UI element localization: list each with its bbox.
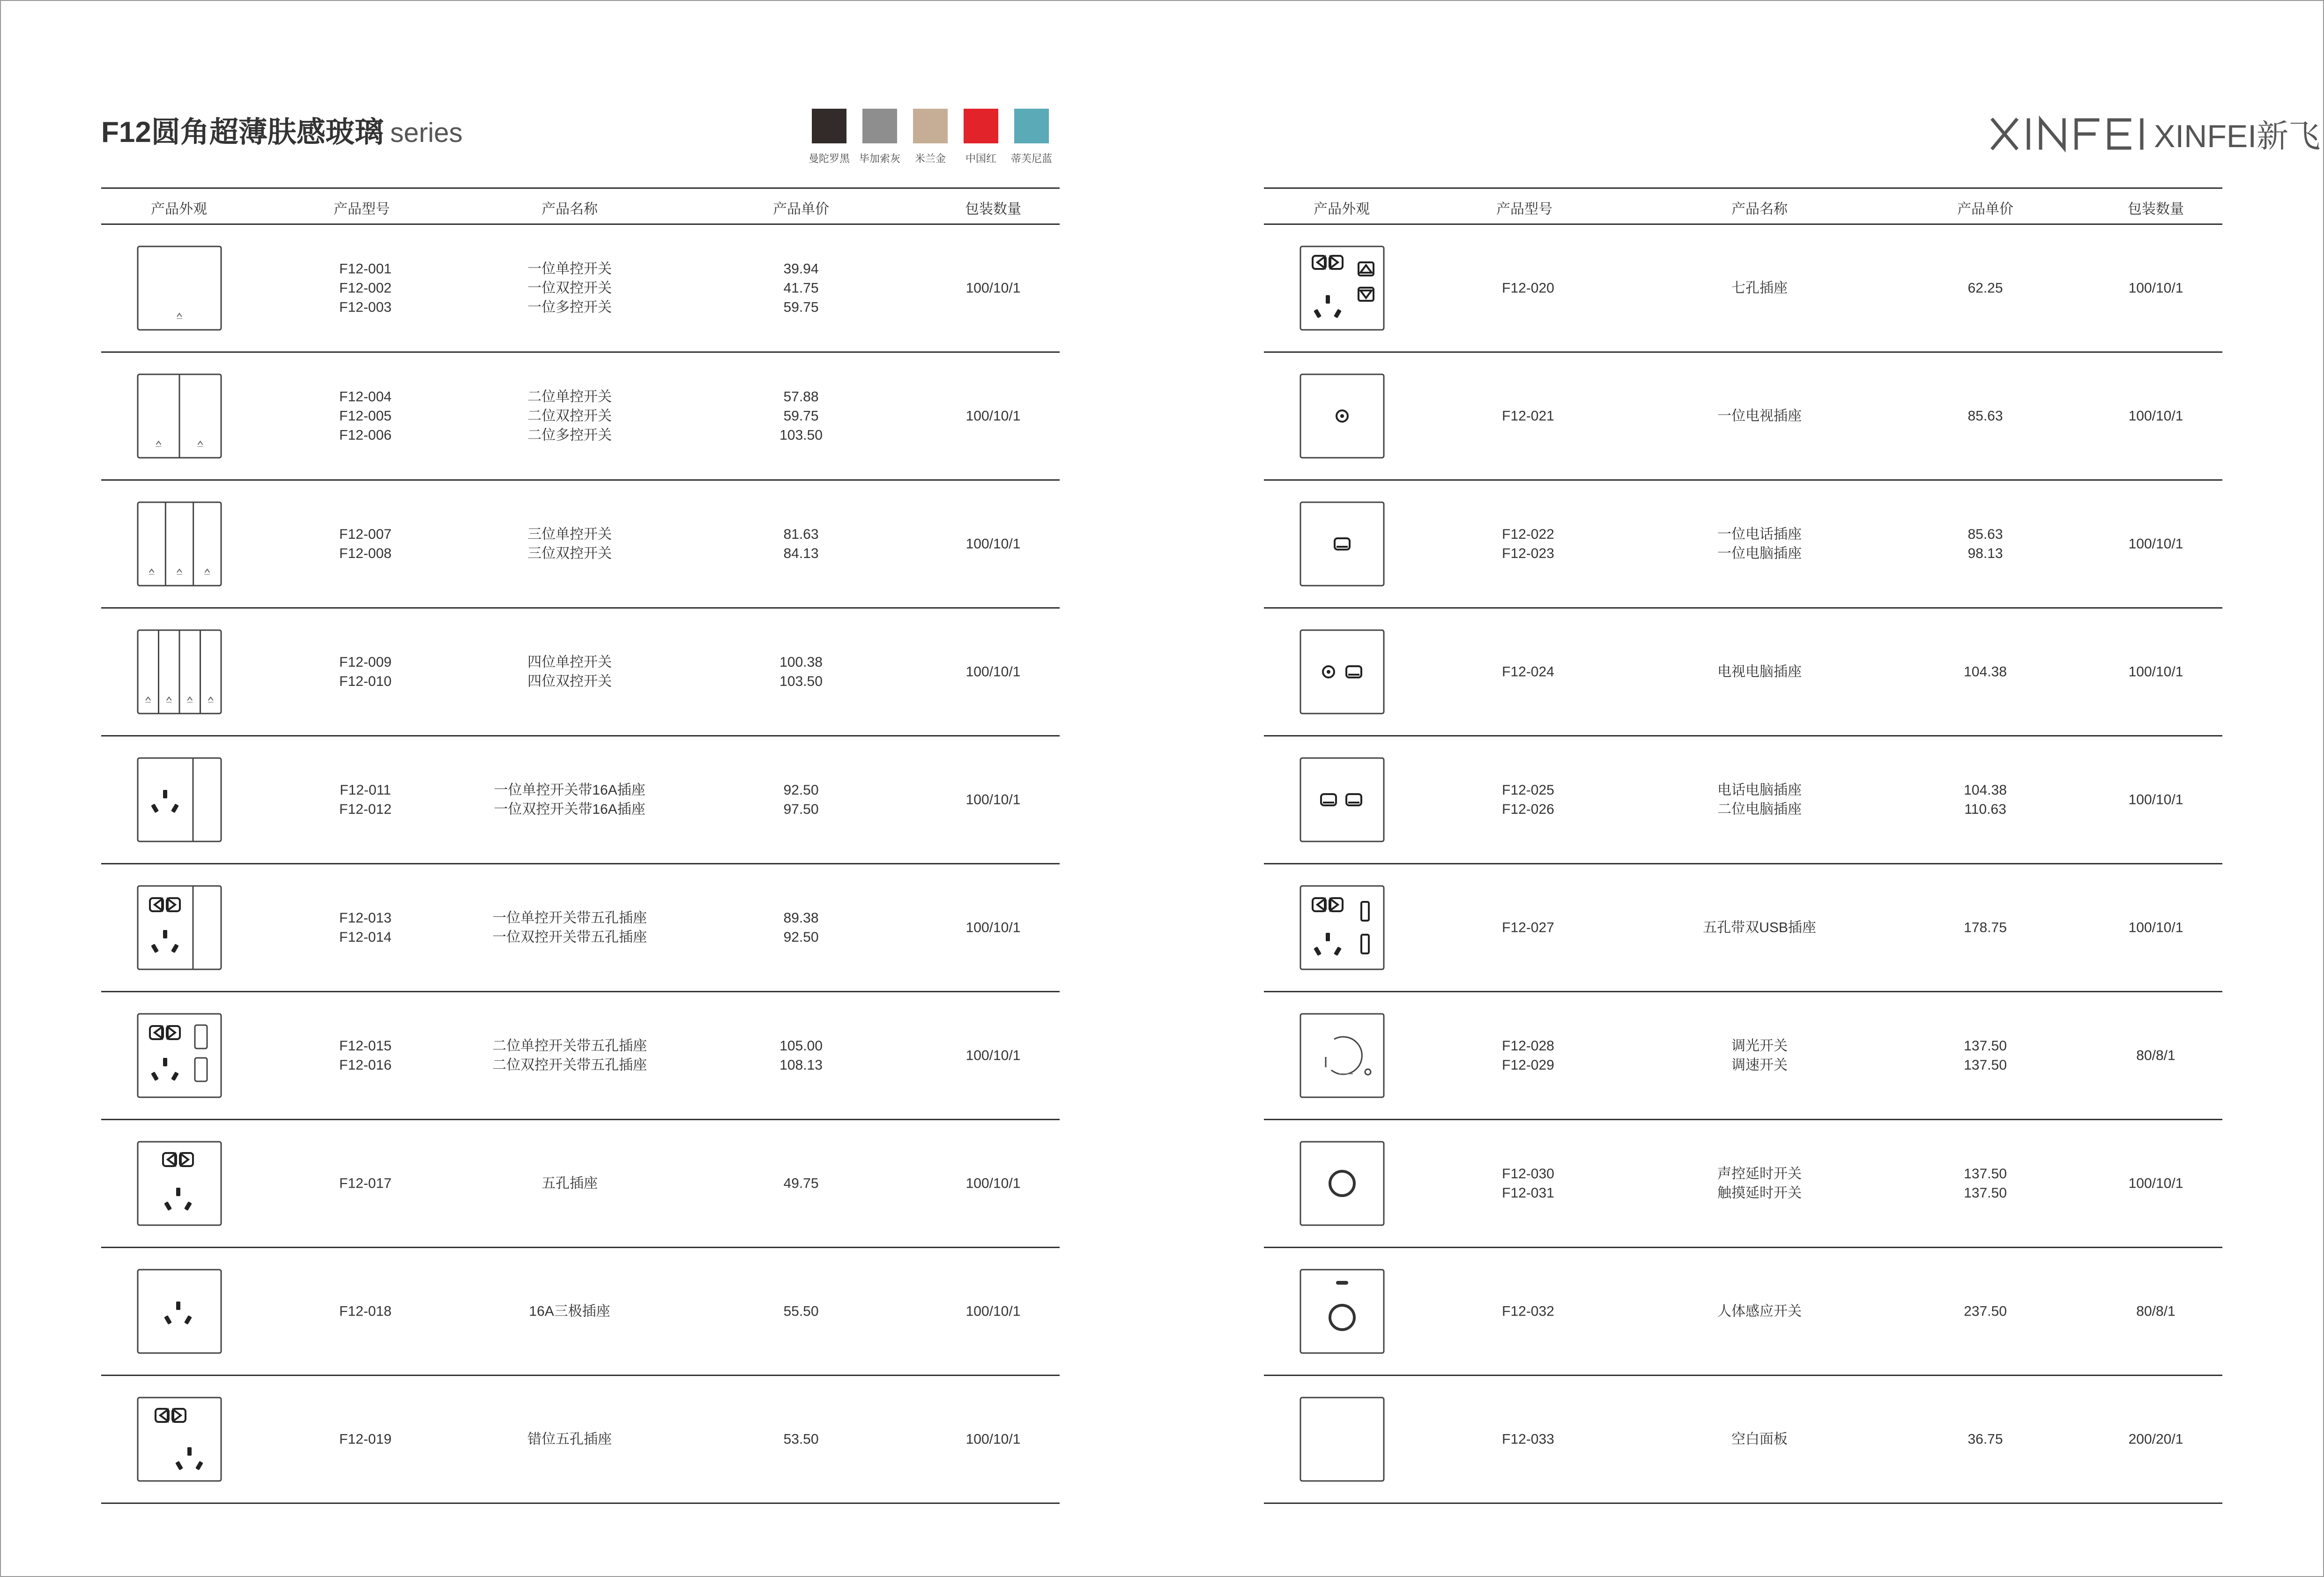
dimmer-switch-icon (1298, 1011, 1387, 1100)
model-cell-line: F12-001 (339, 261, 392, 277)
model-cell (1502, 525, 1554, 563)
price-cell-line: 84.13 (783, 546, 819, 561)
name-cell-line: 一位双控开关带16A插座 (494, 802, 646, 817)
col-qty: 包装数量 (965, 201, 1021, 217)
name-cell (1703, 918, 1816, 937)
model-cell-line: F12-025 (1502, 782, 1554, 798)
swatch-3 (958, 109, 1004, 165)
price-cell (1968, 279, 2003, 298)
qty-cell: 100/10/1 (2128, 920, 2183, 936)
model-cell (339, 525, 392, 563)
phone-socket-icon (1298, 499, 1387, 588)
name-cell-line: 二位单控开关 (527, 389, 612, 405)
price-cell (1964, 1036, 2007, 1075)
name-cell-line: 一位多控开关 (527, 299, 612, 315)
table-row (1264, 225, 2222, 353)
price-cell-line: 57.88 (783, 389, 819, 405)
name-cell-line: 一位双控开关 (527, 280, 612, 296)
model-cell-line: F12-010 (339, 674, 392, 689)
qty-cell: 100/10/1 (965, 664, 1021, 680)
price-cell-line: 100.38 (780, 655, 823, 670)
model-cell-line: F12-031 (1502, 1185, 1554, 1201)
price-cell-line: 97.50 (783, 802, 819, 817)
name-cell-line: 触摸延时开关 (1717, 1185, 1802, 1201)
table-row (101, 1376, 1060, 1504)
name-cell-line: 五孔插座 (542, 1175, 598, 1191)
qty-cell: 100/10/1 (2128, 408, 2183, 424)
price-cell-line: 59.75 (783, 408, 819, 424)
price-cell-line: 39.94 (783, 261, 819, 277)
name-cell (527, 1430, 612, 1449)
model-cell-line: F12-022 (1502, 527, 1554, 542)
name-cell (494, 781, 645, 819)
price-cell (1964, 662, 2007, 682)
table-row (1264, 1120, 2222, 1248)
model-cell (339, 260, 392, 317)
qty-cell: 100/10/1 (965, 280, 1021, 296)
name-cell-line: 人体感应开关 (1717, 1303, 1802, 1319)
table-header (1264, 187, 2222, 225)
tv-data-socket-icon (1298, 627, 1387, 716)
table-row (1264, 1376, 2222, 1504)
price-cell-line: 137.50 (1964, 1057, 2007, 1073)
swatch-2 (907, 109, 954, 165)
col-image: 产品外观 (151, 201, 207, 217)
name-cell-line: 一位双控开关带五孔插座 (492, 930, 647, 945)
price-cell-line: 237.50 (1964, 1303, 2007, 1319)
page-title (101, 109, 463, 150)
qty-cell: 100/10/1 (965, 792, 1021, 808)
price-cell-line: 92.50 (783, 930, 819, 945)
name-cell (529, 1302, 610, 1321)
2-gang-switch-icon (135, 372, 224, 461)
model-cell (1502, 918, 1554, 937)
swatch-chip (812, 109, 846, 143)
model-cell (1502, 279, 1554, 298)
5-hole-socket-icon (135, 1139, 224, 1228)
swatch-label: 蒂芙尼蓝 (1010, 153, 1052, 164)
table-row (1264, 609, 2222, 736)
name-cell-line: 一位单控开关带五孔插座 (492, 910, 647, 926)
swatch-label: 中国红 (965, 153, 996, 164)
model-cell-line: F12-020 (1502, 280, 1554, 296)
table-row (101, 992, 1060, 1120)
model-cell-line: F12-028 (1502, 1038, 1554, 1054)
swatch-chip (913, 109, 948, 143)
price-cell (1968, 525, 2003, 563)
qty-cell: 100/10/1 (965, 536, 1021, 552)
phone-data-socket-icon (1298, 755, 1387, 844)
name-cell-line: 16A三极插座 (529, 1303, 610, 1319)
model-cell (339, 387, 392, 445)
model-cell (1502, 662, 1554, 682)
swatch-label: 曼陀罗黑 (808, 153, 850, 164)
model-cell-line: F12-027 (1502, 920, 1554, 936)
price-cell (1964, 781, 2007, 819)
table-row (101, 225, 1060, 353)
name-cell (527, 260, 612, 317)
name-cell (527, 387, 612, 445)
xinfei-logo (1989, 115, 2321, 154)
name-cell-line: 二位多控开关 (527, 427, 612, 443)
col-qty: 包装数量 (2128, 201, 2184, 217)
qty-cell: 100/10/1 (2128, 280, 2183, 296)
price-cell (780, 653, 823, 691)
qty-cell: 100/10/1 (965, 920, 1021, 936)
price-cell-line: 137.50 (1964, 1038, 2007, 1054)
model-cell-line: F12-030 (1502, 1166, 1554, 1182)
price-cell-line: 89.38 (783, 910, 819, 926)
qty-cell: 100/10/1 (965, 1048, 1021, 1064)
model-cell (339, 653, 392, 691)
model-cell-line: F12-013 (339, 910, 392, 926)
model-cell-line: F12-007 (339, 527, 392, 542)
price-cell-line: 81.63 (783, 527, 819, 542)
2-switch-5-hole-socket-icon (135, 1011, 224, 1100)
price-cell-line: 59.75 (783, 299, 819, 315)
table-body (1264, 225, 2222, 1504)
model-cell (1502, 781, 1554, 819)
name-cell (1717, 525, 1802, 563)
price-cell-line: 41.75 (783, 280, 819, 296)
name-cell-line: 二位双控开关带五孔插座 (492, 1057, 647, 1073)
price-cell-line: 92.50 (783, 782, 819, 798)
price-cell-line: 108.13 (780, 1057, 823, 1073)
swatch-chip (964, 109, 998, 143)
price-cell (1964, 1164, 2007, 1203)
title-text: F12圆角超薄肤感玻璃 (101, 116, 384, 149)
delay-switch-icon (1298, 1139, 1387, 1228)
col-name: 产品名称 (542, 201, 598, 217)
1-gang-switch-icon (135, 244, 224, 333)
col-name: 产品名称 (1731, 201, 1788, 217)
model-cell-line: F12-023 (1502, 546, 1554, 561)
swatch-label: 米兰金 (914, 153, 946, 164)
table-row (1264, 992, 2222, 1120)
model-cell (339, 1302, 392, 1321)
model-cell (339, 908, 392, 947)
name-cell (1717, 662, 1802, 682)
tv-socket-icon (1298, 372, 1387, 461)
model-cell-line: F12-021 (1502, 408, 1554, 424)
price-cell (783, 525, 818, 563)
col-model: 产品型号 (1496, 201, 1552, 217)
name-cell-line: 电话电脑插座 (1717, 782, 1802, 798)
model-cell (1502, 1164, 1554, 1203)
table-row (1264, 481, 2222, 609)
table-row (1264, 864, 2222, 992)
price-cell (783, 781, 818, 819)
swatch-chip (1014, 109, 1049, 143)
model-cell (339, 1174, 392, 1193)
model-cell-line: F12-014 (339, 930, 392, 945)
name-cell (492, 1036, 647, 1075)
swatch-4 (1008, 109, 1055, 165)
model-cell-line: F12-011 (340, 782, 391, 798)
model-cell-line: F12-008 (339, 546, 392, 561)
name-cell-line: 一位电视插座 (1717, 408, 1802, 424)
model-cell-line: F12-029 (1502, 1057, 1554, 1073)
product-table-left (101, 187, 1060, 1504)
title-series: series (390, 118, 463, 148)
price-cell-line: 137.50 (1964, 1185, 2007, 1201)
table-row (101, 1120, 1060, 1248)
offset-5-hole-socket-icon (135, 1395, 224, 1484)
name-cell-line: 调光开关 (1731, 1038, 1788, 1054)
name-cell-line: 二位单控开关带五孔插座 (492, 1038, 647, 1054)
qty-cell: 100/10/1 (2128, 664, 2183, 680)
model-cell-line: F12-002 (339, 280, 392, 296)
switch-5-hole-socket-icon (135, 883, 224, 972)
col-model: 产品型号 (334, 201, 390, 217)
model-cell-line: F12-024 (1502, 664, 1554, 680)
model-cell-line: F12-006 (339, 427, 392, 443)
name-cell-line: 七孔插座 (1731, 280, 1788, 296)
model-cell (339, 781, 392, 819)
model-cell-line: F12-004 (339, 389, 392, 405)
name-cell-line: 一位电脑插座 (1717, 546, 1802, 561)
table-row (1264, 736, 2222, 864)
qty-cell: 80/8/1 (2136, 1048, 2176, 1064)
name-cell-line: 五孔带双USB插座 (1703, 920, 1816, 936)
price-cell (780, 1036, 823, 1075)
name-cell (1731, 1036, 1788, 1075)
name-cell-line: 一位电话插座 (1717, 527, 1802, 542)
name-cell (542, 1174, 598, 1193)
price-cell (783, 1430, 818, 1449)
qty-cell: 100/10/1 (965, 1303, 1021, 1319)
swatch-1 (856, 109, 903, 165)
price-cell-line: 103.50 (780, 674, 823, 689)
color-swatches (806, 109, 1055, 165)
model-cell-line: F12-005 (339, 408, 392, 424)
price-cell (783, 1302, 818, 1321)
model-cell-line: F12-009 (339, 655, 392, 670)
model-cell-line: F12-018 (339, 1303, 392, 1319)
name-cell (1717, 781, 1802, 819)
price-cell-line: 36.75 (1968, 1431, 2003, 1447)
model-cell-line: F12-015 (339, 1038, 392, 1054)
model-cell-line: F12-017 (339, 1175, 392, 1191)
name-cell (527, 525, 612, 563)
qty-cell: 100/10/1 (2128, 792, 2183, 808)
col-image: 产品外观 (1314, 201, 1370, 217)
price-cell-line: 110.63 (1964, 802, 2006, 817)
name-cell-line: 一位单控开关带16A插座 (494, 782, 646, 798)
model-cell-line: F12-016 (339, 1057, 392, 1073)
price-cell-line: 55.50 (783, 1303, 819, 1319)
table-row (101, 1248, 1060, 1376)
price-cell (1968, 407, 2003, 426)
name-cell (527, 653, 612, 691)
qty-cell: 100/10/1 (2128, 1175, 2183, 1191)
name-cell (1717, 1164, 1802, 1203)
qty-cell: 100/10/1 (965, 1175, 1021, 1191)
price-cell-line: 49.75 (783, 1175, 819, 1191)
name-cell (492, 908, 647, 947)
name-cell-line: 电视电脑插座 (1717, 664, 1802, 680)
model-cell-line: F12-019 (339, 1431, 392, 1447)
swatch-label: 毕加索灰 (859, 153, 900, 164)
7-hole-socket-icon (1298, 244, 1387, 333)
price-cell-line: 178.75 (1964, 920, 2007, 936)
motion-sensor-switch-icon (1298, 1267, 1387, 1356)
qty-cell: 100/10/1 (2128, 536, 2183, 552)
name-cell-line: 三位双控开关 (527, 546, 612, 561)
price-cell (1968, 1430, 2003, 1449)
swatch-chip (862, 109, 897, 143)
price-cell (783, 908, 818, 947)
price-cell-line: 104.38 (1964, 664, 2007, 680)
name-cell (1731, 1430, 1788, 1449)
col-price: 产品单价 (1957, 201, 2013, 217)
price-cell-line: 53.50 (783, 1431, 819, 1447)
qty-cell: 200/20/1 (2128, 1431, 2183, 1447)
name-cell (1717, 407, 1802, 426)
name-cell-line: 二位电脑插座 (1717, 802, 1802, 817)
name-cell-line: 调速开关 (1731, 1057, 1788, 1073)
model-cell (339, 1036, 392, 1075)
table-body (101, 225, 1060, 1504)
model-cell-line: F12-012 (339, 802, 392, 817)
price-cell-line: 85.63 (1968, 408, 2003, 424)
table-row (1264, 1248, 2222, 1376)
name-cell-line: 三位单控开关 (527, 527, 612, 542)
model-cell-line: F12-026 (1502, 802, 1554, 817)
price-cell (783, 1174, 818, 1193)
price-cell-line: 105.00 (780, 1038, 823, 1054)
name-cell-line: 二位双控开关 (527, 408, 612, 424)
price-cell (1964, 1302, 2007, 1321)
table-row (101, 864, 1060, 992)
name-cell (1731, 279, 1788, 298)
name-cell (1717, 1302, 1802, 1321)
model-cell-line: F12-032 (1502, 1303, 1554, 1319)
name-cell-line: 空白面板 (1731, 1431, 1788, 1447)
table-header (101, 187, 1060, 225)
col-price: 产品单价 (773, 201, 829, 217)
price-cell-line: 103.50 (780, 427, 823, 443)
name-cell-line: 四位双控开关 (527, 674, 612, 689)
16a-3-pin-socket-icon (135, 1267, 224, 1356)
4-gang-switch-icon (135, 627, 224, 716)
product-table-right (1264, 187, 2222, 1504)
model-cell (1502, 1430, 1554, 1449)
table-row (1264, 353, 2222, 481)
price-cell-line: 85.63 (1968, 527, 2003, 542)
price-cell-line: 137.50 (1964, 1166, 2007, 1182)
model-cell (1502, 1036, 1554, 1075)
swatch-0 (806, 109, 853, 165)
model-cell (1502, 1302, 1554, 1321)
qty-cell: 100/10/1 (965, 1431, 1021, 1447)
price-cell (780, 387, 823, 445)
price-cell-line: 104.38 (1964, 782, 2007, 798)
3-gang-switch-icon (135, 499, 224, 588)
model-cell (1502, 407, 1554, 426)
model-cell-line: F12-033 (1502, 1431, 1554, 1447)
logo-wordmark: XINFEI新飞 (2154, 119, 2321, 154)
table-row (101, 609, 1060, 736)
name-cell-line: 一位单控开关 (527, 261, 612, 277)
qty-cell: 100/10/1 (965, 408, 1021, 424)
table-row (101, 353, 1060, 481)
usb-5-hole-socket-icon (1298, 883, 1387, 972)
model-cell (339, 1430, 392, 1449)
qty-cell: 80/8/1 (2136, 1303, 2176, 1319)
price-cell-line: 62.25 (1968, 280, 2003, 296)
name-cell-line: 四位单控开关 (527, 655, 612, 670)
name-cell-line: 声控延时开关 (1717, 1166, 1802, 1182)
switch-16a-socket-icon (135, 755, 224, 844)
blank-panel-icon (1298, 1395, 1387, 1484)
price-cell (1964, 918, 2007, 937)
price-cell-line: 98.13 (1968, 546, 2003, 561)
table-row (101, 736, 1060, 864)
name-cell-line: 错位五孔插座 (527, 1431, 612, 1447)
table-row (101, 481, 1060, 609)
price-cell (783, 260, 818, 317)
model-cell-line: F12-003 (339, 299, 392, 315)
